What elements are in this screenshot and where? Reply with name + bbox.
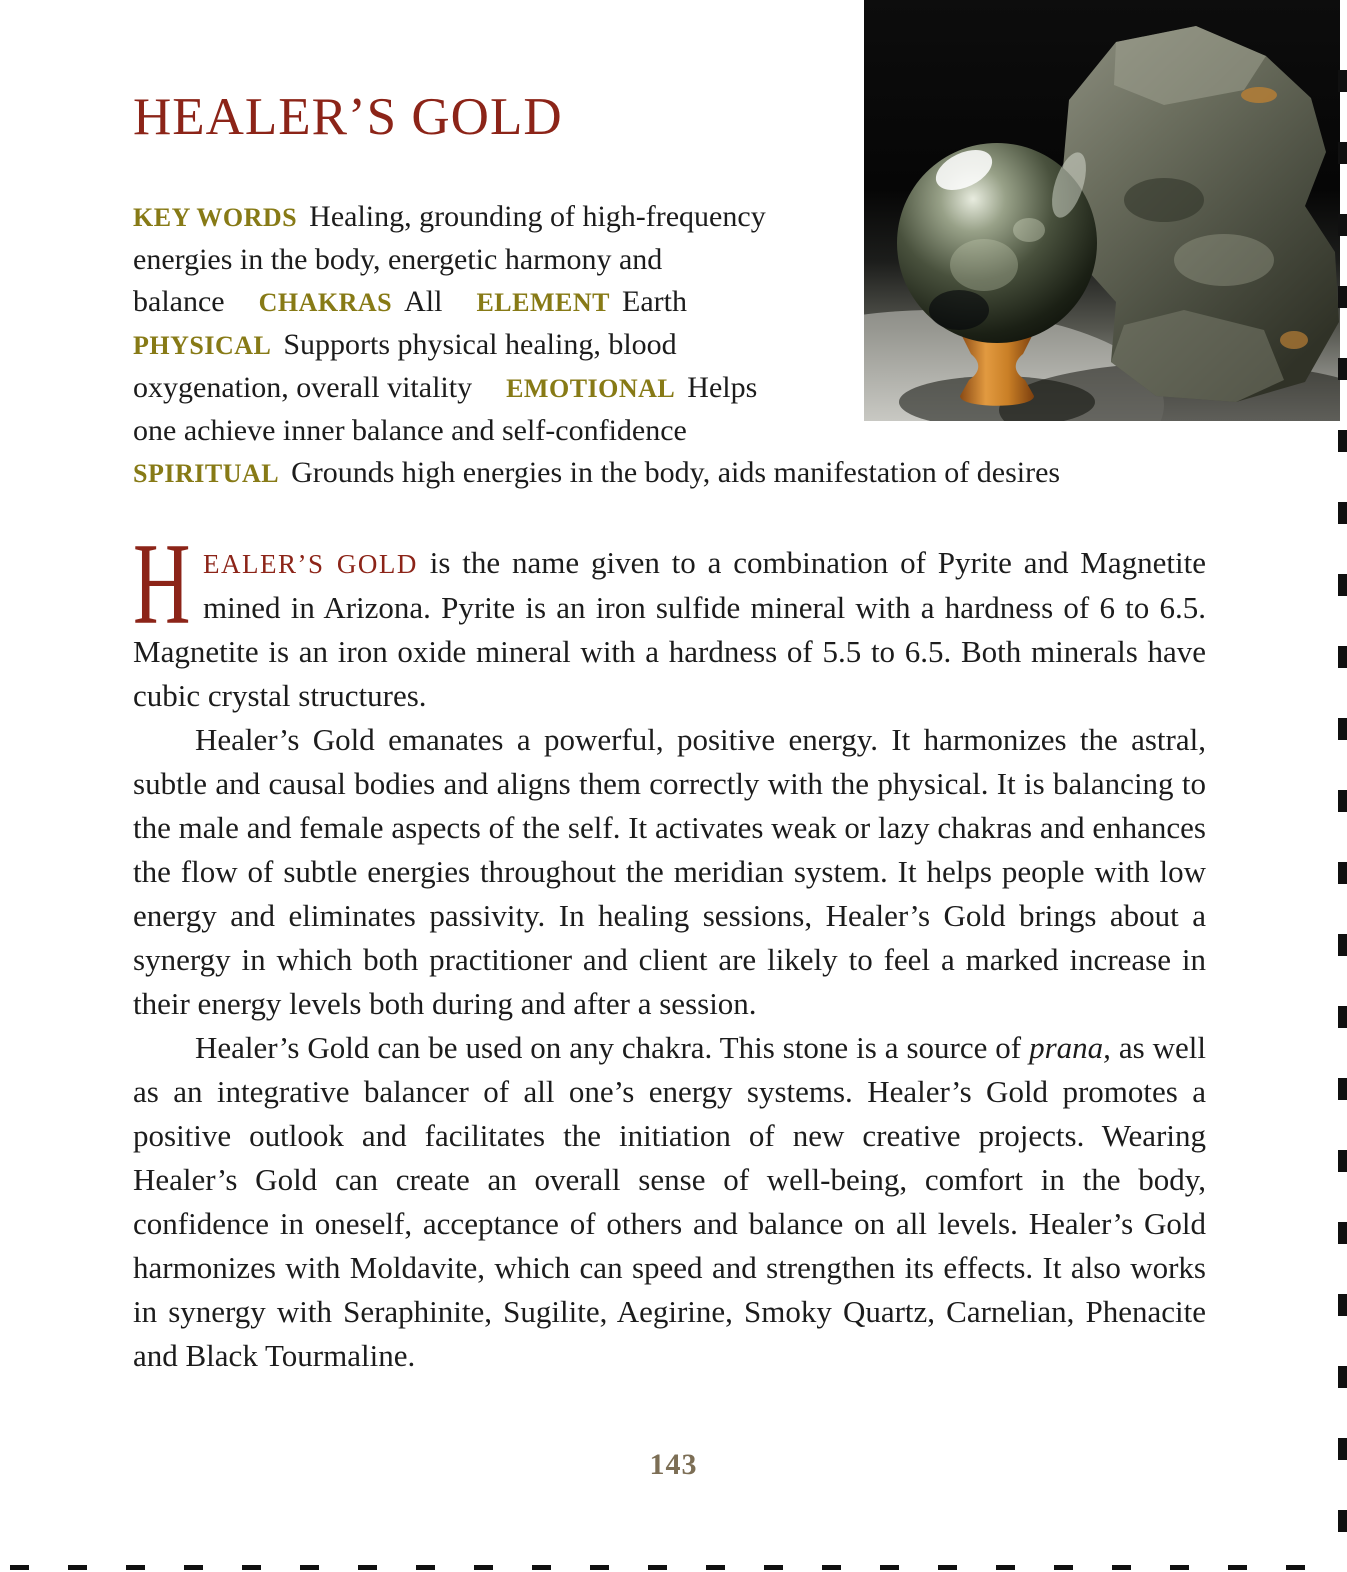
keyword-line bbox=[133, 239, 1206, 281]
right-edge-mark bbox=[1338, 574, 1347, 596]
rock-orange-patch bbox=[1241, 87, 1277, 103]
right-edge-mark bbox=[1338, 934, 1347, 956]
right-edge-mark bbox=[1338, 70, 1347, 92]
right-edge-mark bbox=[1338, 1294, 1347, 1316]
keyword-text: Healing, grounding of high-frequency bbox=[309, 200, 766, 233]
bottom-edge-dash bbox=[822, 1565, 841, 1570]
paragraph bbox=[133, 520, 1206, 718]
text-run: as well as an integrative balancer of all one’s energy systems. Healer’s Gold promotes a positive outlook and facilitates the initiation of new creative projects. Wearing Healer’s Gold can create an overall sense of well-being, comfort in the body, confidence in oneself, acceptance of others and balance on all levels. Healer’s Gold harmonizes with Moldavite, which can speed and strengthen its effects. It also works in synergy with Seraphinite, Sugilite, Aegirine, Smoky Quartz, Carnelian, Phenacite and Black Tourmaline. bbox=[133, 1030, 1206, 1373]
keyword-line bbox=[133, 324, 1206, 367]
keyword-line bbox=[133, 281, 1206, 324]
text-run: Healer’s Gold can be used on any chakra. This stone is a source of bbox=[195, 1030, 1030, 1065]
right-edge-mark bbox=[1338, 718, 1347, 740]
keyword-text: balance bbox=[133, 285, 225, 318]
rock-orange-patch bbox=[1280, 331, 1308, 349]
keyword-label: PHYSICAL bbox=[133, 331, 272, 360]
keyword-label: SPIRITUAL bbox=[133, 459, 280, 488]
keyword-label: KEY WORDS bbox=[133, 203, 298, 232]
right-edge-mark bbox=[1338, 790, 1347, 812]
drop-cap: H bbox=[133, 520, 191, 649]
bottom-edge-dash bbox=[300, 1565, 319, 1570]
text-column bbox=[133, 0, 1206, 1378]
bottom-edge-dash bbox=[532, 1565, 551, 1570]
keyword-label: CHAKRAS bbox=[258, 288, 393, 317]
right-edge-mark bbox=[1338, 430, 1347, 452]
right-edge-mark bbox=[1338, 286, 1347, 308]
keyword-label: ELEMENT bbox=[476, 288, 610, 317]
keyword-line bbox=[133, 452, 1206, 495]
bottom-edge-dash bbox=[474, 1565, 493, 1570]
text-run: is the name given to a combination of Pyrite and Magnetite mined in Arizona. Pyrite is an iron sulfide mineral with a hardness of 6 to 6.5. Magnetite is an iron oxide mineral with a hardness of 5.5 to 6.5. Both minerals have cubic crystal structures. bbox=[133, 545, 1206, 713]
right-edge-mark bbox=[1338, 1078, 1347, 1100]
lead-small-caps: EALER’S GOLD bbox=[203, 549, 418, 579]
text-run: Healer’s Gold emanates a powerful, positive energy. It harmonizes the astral, subtle and causal bodies and aligns them correctly with the physical. It is balancing to the male and female aspects of the self. It activates weak or lazy chakras and enhances the flow of subtle energies throughout the meridian system. It helps people with low energy and eliminates passivity. In healing sessions, Healer’s Gold brings about a synergy in which both practitioner and client are likely to feel a marked increase in their energy levels both during and after a session. bbox=[133, 722, 1206, 1021]
keyword-label: EMOTIONAL bbox=[506, 374, 676, 403]
right-edge-mark bbox=[1338, 1006, 1347, 1028]
right-edge-mark bbox=[1338, 142, 1347, 164]
bottom-edge-dash bbox=[184, 1565, 203, 1570]
paragraph bbox=[133, 718, 1206, 1026]
right-edge-mark bbox=[1338, 214, 1347, 236]
bottom-edge-dash bbox=[416, 1565, 435, 1570]
right-edge-mark bbox=[1338, 1150, 1347, 1172]
bottom-edge-dash bbox=[1112, 1565, 1131, 1570]
body-paragraphs bbox=[133, 520, 1206, 1378]
bottom-edge-dash bbox=[764, 1565, 783, 1570]
bottom-edge-dash bbox=[648, 1565, 667, 1570]
bottom-edge-dash bbox=[1054, 1565, 1073, 1570]
keyword-text: Helps bbox=[687, 371, 758, 404]
keyword-text: Supports physical healing, blood bbox=[283, 328, 677, 361]
bottom-edge-dash bbox=[1286, 1565, 1305, 1570]
page-number: 143 bbox=[649, 1448, 698, 1481]
keyword-line bbox=[133, 367, 1206, 410]
right-edge-mark bbox=[1338, 1510, 1347, 1532]
keyword-text: Grounds high energies in the body, aids manifestation of desires bbox=[291, 456, 1061, 489]
paragraph bbox=[133, 1026, 1206, 1378]
bottom-edge-dash bbox=[68, 1565, 87, 1570]
bottom-edge-dash bbox=[10, 1565, 29, 1570]
bottom-edge-dash bbox=[880, 1565, 899, 1570]
bottom-edge-dash bbox=[1228, 1565, 1247, 1570]
right-edge-mark bbox=[1338, 1222, 1347, 1244]
keyword-text: one achieve inner balance and self-confidence bbox=[133, 414, 687, 447]
right-edge-mark bbox=[1338, 1366, 1347, 1388]
bottom-edge-dash bbox=[590, 1565, 609, 1570]
keyword-text: Earth bbox=[622, 285, 687, 318]
keyword-text: All bbox=[404, 285, 443, 318]
page-title: HEALER’S GOLD bbox=[133, 88, 563, 146]
bottom-edge-dash bbox=[706, 1565, 725, 1570]
bottom-edge-dash bbox=[938, 1565, 957, 1570]
keyword-text: energies in the body, energetic harmony and bbox=[133, 243, 663, 276]
bottom-edge-dash bbox=[996, 1565, 1015, 1570]
right-edge-mark bbox=[1338, 502, 1347, 524]
italic-run: prana, bbox=[1029, 1030, 1111, 1065]
right-edge-mark bbox=[1338, 862, 1347, 884]
keyword-line bbox=[133, 410, 1206, 452]
bottom-edge-dash bbox=[1170, 1565, 1189, 1570]
bottom-edge-dash bbox=[126, 1565, 145, 1570]
keyword-text: oxygenation, overall vitality bbox=[133, 371, 473, 404]
keyword-line bbox=[133, 196, 1206, 239]
right-edge-mark bbox=[1338, 646, 1347, 668]
right-edge-mark bbox=[1338, 358, 1347, 380]
keywords-block bbox=[133, 196, 1206, 495]
right-edge-mark bbox=[1338, 1438, 1347, 1460]
bottom-edge-dash bbox=[358, 1565, 377, 1570]
bottom-edge-dash bbox=[242, 1565, 261, 1570]
